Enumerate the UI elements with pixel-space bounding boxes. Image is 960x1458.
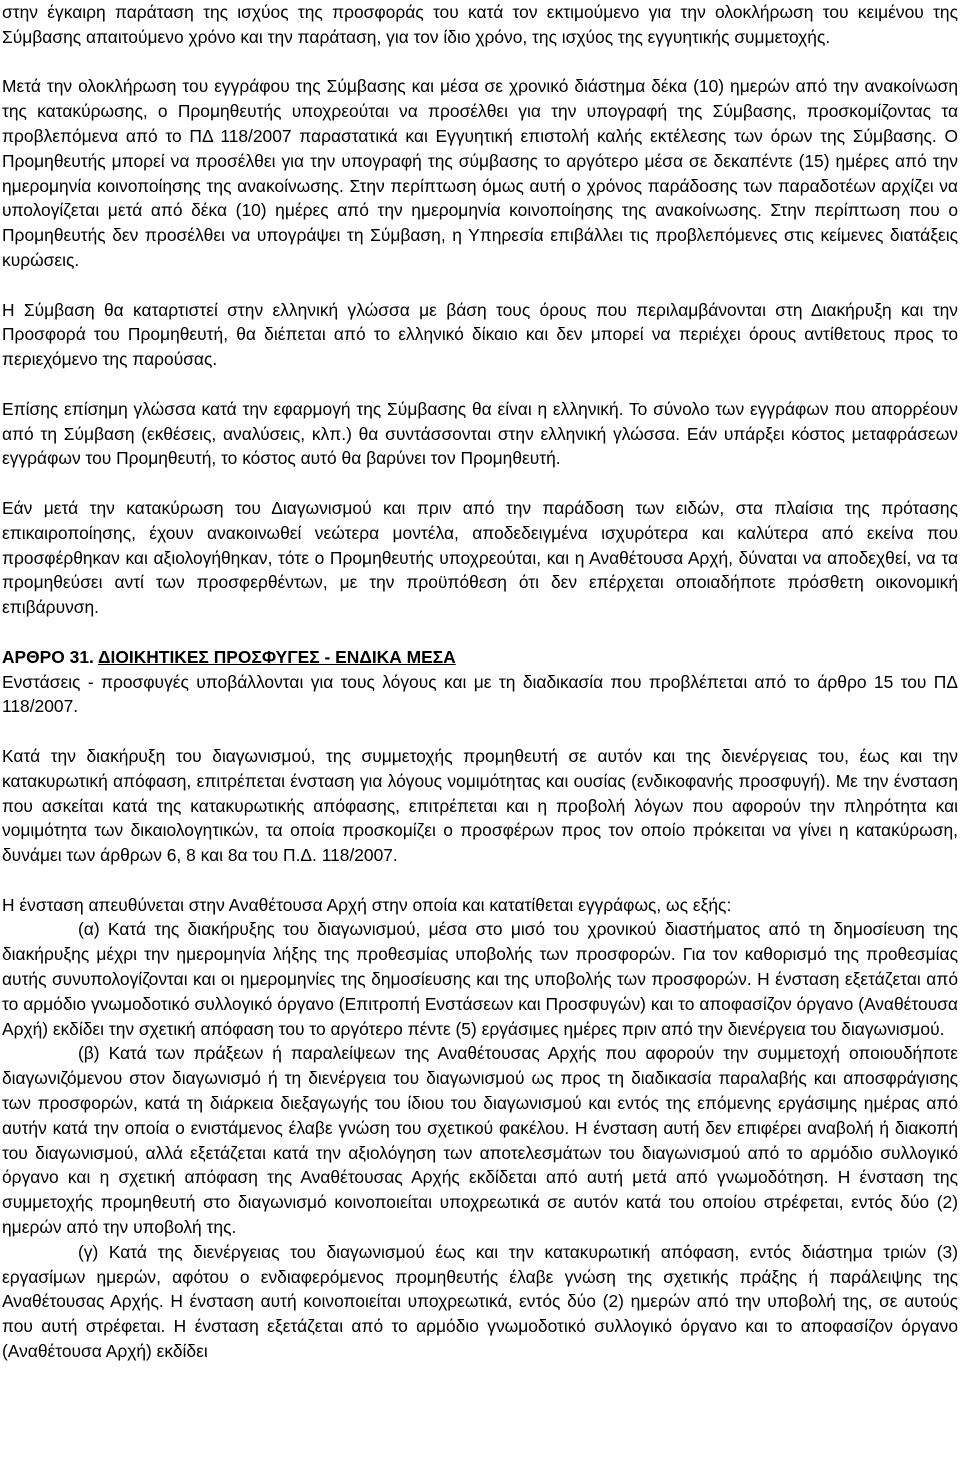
paragraph: Ενστάσεις - προσφυγές υποβάλλονται για τους λόγους και με τη διαδικασία που προβλέπεται από το άρθρο 15 του ΠΔ 118/2007. (2, 671, 958, 717)
paragraph: Η Σύμβαση θα καταρτιστεί στην ελληνική γλώσσα με βάση τους όρους που περιλαμβάνονται στη Διακήρυξη και την Προσφορά του Προμηθευτή, θα διέπεται από το ελληνικό δίκαιο και δεν μπορεί να περιέχει όρους αντίθετους προς το περιεχόμενο της παρούσας. (2, 299, 958, 370)
paragraph: Εάν μετά την κατακύρωση του Διαγωνισμού και πριν από την παράδοση των ειδών, στα πλαίσια της πρότασης επικαιροποίησης, έχουν ανακοινωθεί νεώτερα μοντέλα, αποδεδειγμένα ισχυρότερα και καλύτερα από εκείνα που προσφέρθηκαν και αξιολογήθηκαν, τότε ο Προμηθευτής υποχρεούται, και η Αναθέτουσα Αρχή, δύναται να αποδεχθεί, να τα προμηθεύσει αντί των προσφερθέντων, με την προϋπόθεση ότι δεν επέρχεται οποιαδήποτε πρόσθετη οικονομική επιβάρυνση. (2, 497, 958, 618)
article-heading (2, 645, 958, 670)
article-number: ΑΡΘΡΟ 31. (2, 646, 99, 667)
list-item: (β) Κατά των πράξεων ή παραλείψεων της Αναθέτουσας Αρχής που αφορούν την συμμετοχή οποιουδήποτε διαγωνιζόμενου στον διαγωνισμό ή τη διενέργεια του διαγωνισμού ως προς τη διαδικασία παραλαβής και αποσφράγισης των προσφορών, κατά τη διάρκεια διεξαγωγής του ίδιου του διαγωνισμού και εντός της επόμενης εργάσιμης ημέρας από αυτήν κατά την οποία ο ενιστάμενος έλαβε γνώση του σχετικού φακέλου. Η ένσταση αυτή δεν επιφέρει αναβολή ή διακοπή του διαγωνισμού, αλλά εξετάζεται κατά την αξιολόγηση των αποτελεσμάτων του διαγωνισμού από το αρμόδιο συλλογικό όργανο και η σχετική απόφαση της Αναθέτουσας Αρχής εκδίδεται από αυτή μετά από γνωμοδότηση. Η ένσταση της συμμετοχής προμηθευτή στο διαγωνισμό κοινοποιείται υποχρεωτικά σε αυτόν κατά του οποίου στρέφεται, εντός δύο (2) ημερών από την υποβολή της. (2, 1043, 958, 1238)
list-item: (α) Κατά της διακήρυξης του διαγωνισμού, μέσα στο μισό του χρονικού διαστήματος από τη δημοσίευση της διακήρυξης μέχρι την ημερομηνία λήξης της προθεσμίας υποβολής των προσφορών. Για τον καθορισμό της προθεσμίας αυτής συνυπολογίζονται και οι ημερομηνίες της δημοσίευσης και της υποβολής των προσφορών. Η ένσταση εξετάζεται από το αρμόδιο γνωμοδοτικό συλλογικό όργανο (Επιτροπή Ενστάσεων και Προσφυγών) και το αποφασίζον όργανο (Αναθέτουσα Αρχή) εκδίδει την σχετική απόφαση του το αργότερο πέντε (5) εργάσιμες ημέρες πριν από την διενέργεια του διαγωνισμού. (2, 919, 958, 1039)
list-item: (γ) Κατά της διενέργειας του διαγωνισμού έως και την κατακυρωτική απόφαση, εντός διάστημα τριών (3) εργασίμων ημερών, αφότου ο ενδιαφερόμενος προμηθευτής έλαβε γνώση της σχετικής πράξης ή παράλειψης της Αναθέτουσας Αρχής. Η ένσταση αυτή κοινοποιείται υποχρεωτικά, εντός δύο (2) ημερών από την υποβολή της, σε αυτούς που αυτή στρέφεται. Η ένσταση εξετάζεται από το αρμόδιο γνωμοδοτικό συλλογικό όργανο και το αποφασίζον όργανο (Αναθέτουσα Αρχή) εκδίδει (2, 1241, 958, 1362)
paragraph: Η ένσταση απευθύνεται στην Αναθέτουσα Αρχή στην οποία και κατατίθεται εγγράφως, ως εξής: (2, 894, 732, 915)
paragraph: στην έγκαιρη παράταση της ισχύος της προσφοράς του κατά τον εκτιμούμενο για την ολοκλήρωση του κειμένου της Σύμβασης απαιτούμενο χρόνο και την παράταση, για τον ίδιο χρόνο, της ισχύος της εγγυητικής συμμετοχής. (2, 2, 958, 47)
article-title: ΔΙΟΙΚΗΤΙΚΕΣ ΠΡΟΣΦΥΓΕΣ - ΕΝΔΙΚΑ ΜΕΣΑ (98, 646, 456, 667)
paragraph: Μετά την ολοκλήρωση του εγγράφου της Σύμβασης και μέσα σε χρονικό διάστημα δέκα (10) ημερών από την ανακοίνωση της κατακύρωσης, ο Προμηθευτής υποχρεούται να προσέλθει για την υπογραφή της Σύμβασης, προσκομίζοντας τα προβλεπόμενα από το ΠΔ 118/2007 παραστατικά και Εγγυητική επιστολή καλής εκτέλεσης των όρων της Σύμβασης. Ο Προμηθευτής μπορεί να προσέλθει για την υπογραφή της σύμβασης το αργότερο μέσα σε δεκαπέντε (15) ημέρες από την ημερομηνία κοινοποίησης της ανακοίνωσης. Στην περίπτωση όμως αυτή ο χρόνος παράδοσης των παραδοτέων αρχίζει να υπολογίζεται μετά από δέκα (10) ημέρες από την ημερομηνία κοινοποίησης της ανακοίνωσης. Στην περίπτωση που ο Προμηθευτής δεν προσέλθει να υπογράψει τη Σύμβαση, η Υπηρεσία επιβάλλει τις προβλεπόμενες στις κείμενες διατάξεις κυρώσεις. (2, 76, 958, 270)
paragraph: Επίσης επίσημη γλώσσα κατά την εφαρμογή της Σύμβασης θα είναι η ελληνική. Το σύνολο των εγγράφων που απορρέουν από τη Σύμβαση (εκθέσεις, αναλύσεις, κλπ.) θα συντάσσονται στην ελληνική γλώσσα. Εάν υπάρξει κόστος μεταφράσεων εγγράφων του Προμηθευτή, το κόστος αυτό θα βαρύνει τον Προμηθευτή. (2, 398, 958, 469)
paragraph: Κατά την διακήρυξη του διαγωνισμού, της συμμετοχής προμηθευτή σε αυτόν και της διενέργειας του, έως και την κατακυρωτική απόφαση, επιτρέπεται ένσταση για λόγους νομιμότητας και ουσίας (ενδικοφανής προσφυγή). Με την ένσταση που ασκείται κατά της κατακυρωτικής απόφασης, επιτρέπεται και η προβολή λόγων που αφορούν την πληρότητα και νομιμότητα των δικαιολογητικών, τα οποία προσκομίζει ο προσφέρων προς τον οποίο πρόκειται να γίνει η κατακύρωση, δυνάμει των άρθρων 6, 8 και 8α του Π.Δ. 118/2007. (2, 745, 958, 866)
